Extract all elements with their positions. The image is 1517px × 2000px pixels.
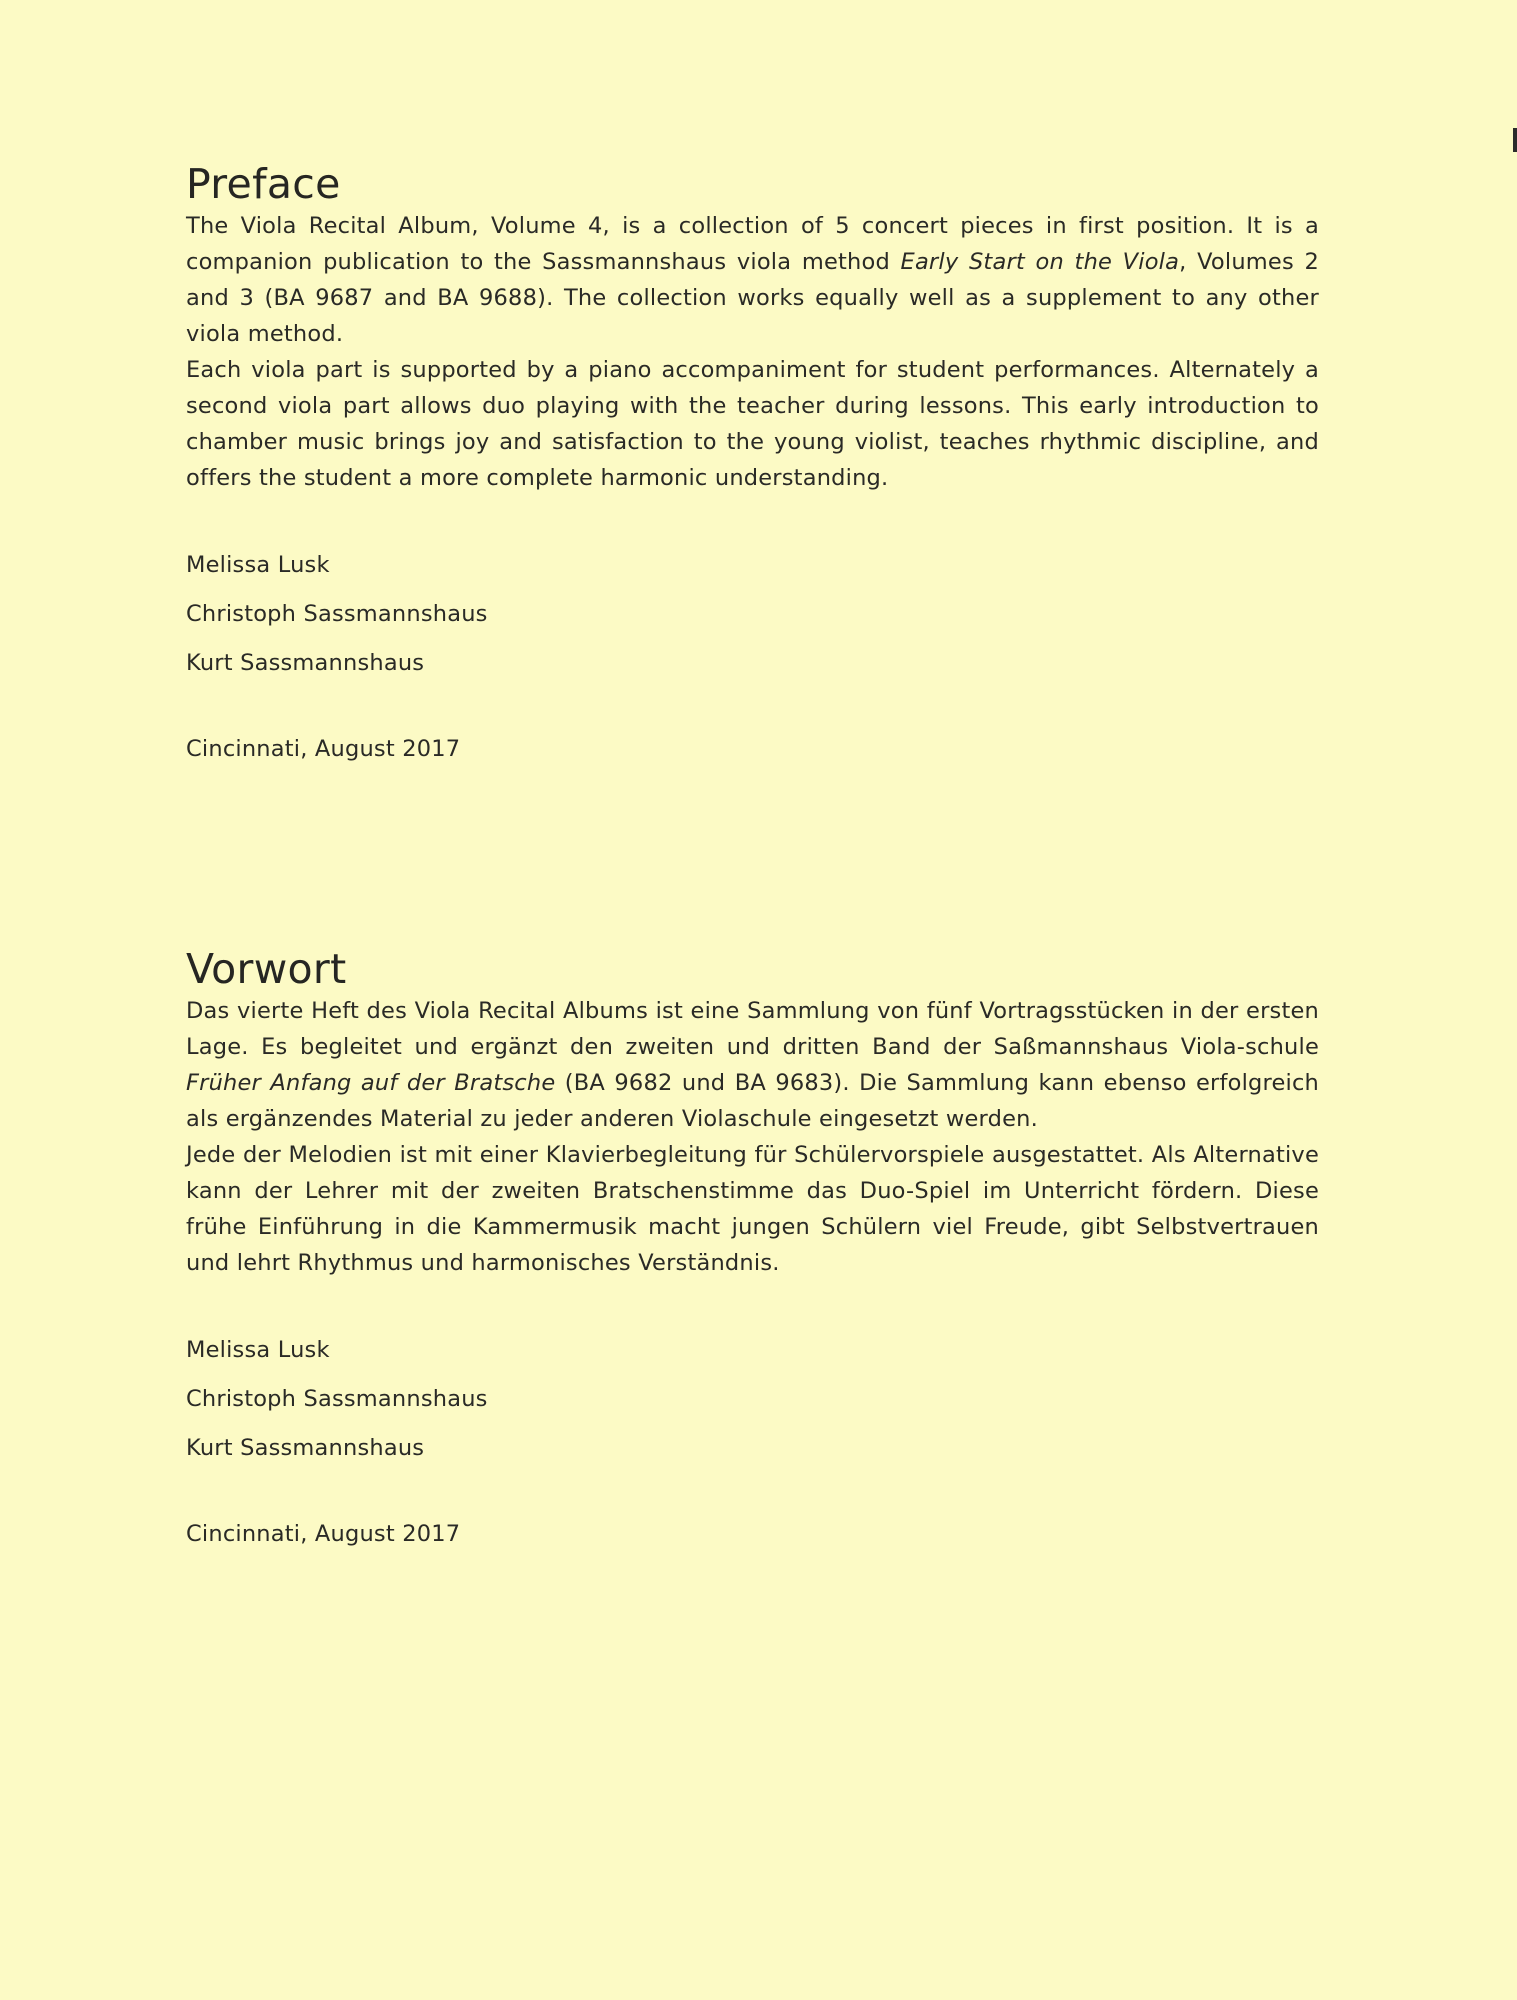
preface-paragraph-2: Each viola part is supported by a piano accompaniment for student performances. Alternately a second viola part allows duo playing with the teacher during lessons. This early introduction to chamber music brings joy and satisfaction to the young violist, teaches rhythmic discipline, and offers the student a more complete harmonic understanding. <box>186 357 1319 491</box>
preface-method-title: Early Start on the Viola <box>900 249 1180 275</box>
vorwort-signers <box>186 1326 1319 1473</box>
vorwort-signer-1: Melissa Lusk <box>186 1337 330 1363</box>
vorwort-signer-2: Christoph Sassmannshaus <box>186 1386 488 1412</box>
preface-signer-1: Melissa Lusk <box>186 552 330 578</box>
vorwort-signer-3: Kurt Sassmannshaus <box>186 1435 425 1461</box>
preface-signers <box>186 541 1319 688</box>
vorwort-place-date: Cincinnati, August 2017 <box>186 1521 461 1547</box>
vorwort-method-title: Früher Anfang auf der Bratsche <box>186 1070 556 1096</box>
edge-mark <box>1513 128 1517 152</box>
vorwort-heading: Vorwort <box>186 945 347 993</box>
vorwort-section <box>186 945 1319 1552</box>
preface-section <box>186 160 1319 767</box>
vorwort-paragraph-1-text-a: Das vierte Heft des Viola Recital Albums ist eine Sammlung von fünf Vortragsstücken in der ersten Lage. Es begleitet und ergänzt den zweiten und dritten Band der Saßmannshaus Viola-schule <box>186 998 1319 1060</box>
preface-paragraph-1-text-b: , Volumes 2 and 3 (BA 9687 and BA 9688). The collection works equally well as a supplement to any other viola method. <box>186 249 1319 347</box>
preface-signer-2: Christoph Sassmannshaus <box>186 601 488 627</box>
preface-signer-3: Kurt Sassmannshaus <box>186 650 425 676</box>
preface-place-date: Cincinnati, August 2017 <box>186 736 461 762</box>
vorwort-paragraph-2: Jede der Melodien ist mit einer Klavierbegleitung für Schülervorspiele ausgestattet. Als Alternative kann der Lehrer mit der zweiten Bratschenstimme das Duo-Spiel im Unterricht fördern. Diese frühe Einführung in die Kammermusik macht jungen Schülern viel Freude, gibt Selbstvertrauen und lehrt Rhythmus und harmonisches Verständnis. <box>186 1142 1319 1276</box>
preface-heading: Preface <box>186 160 341 208</box>
vorwort-paragraph-1-text-b: (BA 9682 und BA 9683). Die Sammlung kann ebenso erfolgreich als ergänzendes Material zu jeder anderen Violaschule eingesetzt werden. <box>186 1070 1320 1132</box>
preface-paragraph-1 <box>186 208 1319 352</box>
preface-paragraph-1-text-a: The Viola Recital Album, Volume 4, is a collection of 5 concert pieces in first position. It is a companion publication to the Sassmannshaus viola method <box>186 213 1319 275</box>
vorwort-paragraph-1 <box>186 993 1319 1137</box>
